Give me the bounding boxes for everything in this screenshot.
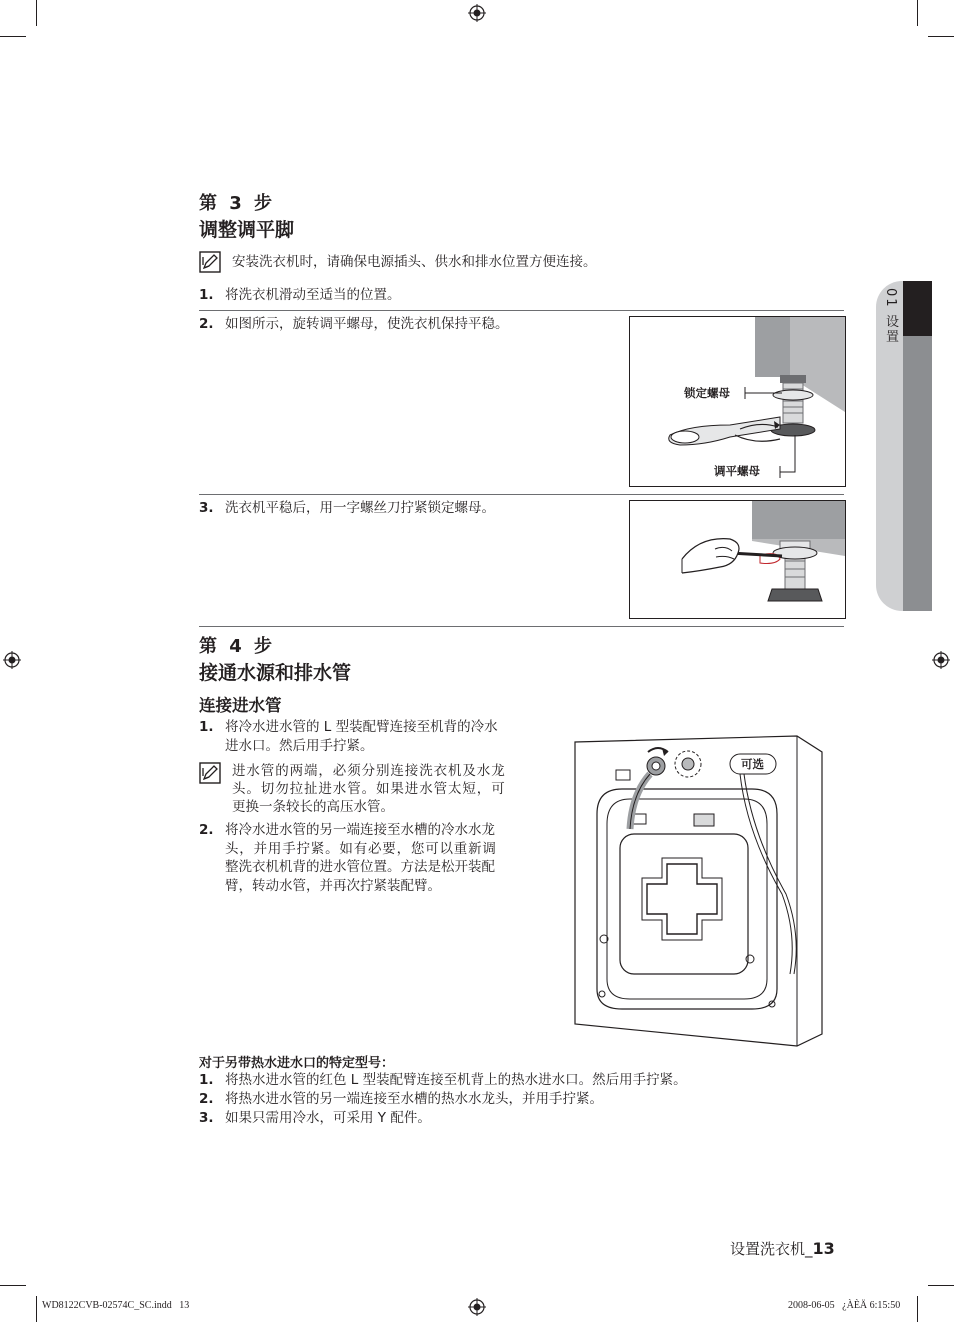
- list-text: 整洗衣机机背的进水管位置。方法是松开装配: [225, 859, 495, 875]
- note-icon: [199, 251, 221, 273]
- list-text: 如图所示，旋转调平螺母，使洗衣机保持平稳。: [225, 316, 509, 332]
- crop-mark: [928, 1285, 954, 1286]
- crop-mark: [0, 1285, 26, 1286]
- machine-back-illustration: [572, 734, 826, 1054]
- step4-subtitle: 连接进水管: [199, 696, 282, 715]
- step4-note-line: 进水管的两端，必须分别连接洗衣机及水龙: [232, 763, 506, 779]
- side-tab-indicator: [903, 281, 932, 336]
- leveling-nut-label: 调平螺母: [714, 464, 760, 478]
- list-text: 将热水进水管的红色 L 型装配臂连接至机背上的热水进水口。然后用手拧紧。: [225, 1072, 687, 1088]
- optional-label: 可选: [741, 757, 764, 771]
- list-text: 进水口。然后用手拧紧。: [225, 737, 374, 754]
- crop-mark: [917, 0, 918, 26]
- footer-section: 设置洗衣机_: [730, 1240, 813, 1258]
- step4-label: 第 4 步: [199, 636, 276, 657]
- registration-mark-icon: [932, 651, 950, 669]
- divider: [199, 494, 844, 495]
- lock-nut-label: 锁定螺母: [684, 386, 730, 400]
- list-number: 2.: [199, 822, 214, 838]
- list-number: 1.: [199, 1072, 214, 1088]
- list-text: 头，并用手拧紧。如有必要，您可以重新调: [225, 840, 497, 857]
- list-number: 1.: [199, 287, 214, 303]
- step4-note-line: 头。切勿拉扯进水管。如果进水管太短，可: [232, 781, 506, 797]
- step3-label: 第 3 步: [199, 193, 276, 214]
- page-footer: [730, 1238, 835, 1259]
- registration-mark-icon: [3, 651, 21, 669]
- crop-mark: [36, 0, 37, 26]
- list-number: 2.: [199, 316, 214, 332]
- step3-note: 安装洗衣机时，请确保电源插头、供水和排水位置方便连接。: [232, 254, 597, 270]
- print-timestamp: 2008-06-05 ¿ÀÈÄ 6:15:50: [788, 1300, 901, 1311]
- crop-mark: [928, 36, 954, 37]
- crop-mark: [0, 36, 26, 37]
- list-text: 洗衣机平稳后，用一字螺丝刀拧紧锁定螺母。: [225, 500, 495, 516]
- list-text: 将冷水进水管的 L 型装配臂连接至机背的冷水: [225, 719, 498, 735]
- side-tab-label: 01 设置: [883, 288, 898, 345]
- list-number: 2.: [199, 1091, 214, 1107]
- note-icon: [199, 762, 221, 784]
- side-tab-bar: [903, 336, 932, 611]
- step3-title: 调整调平脚: [199, 219, 295, 241]
- list-text: 将热水进水管的另一端连接至水槽的热水水龙头，并用手拧紧。: [225, 1091, 603, 1107]
- leveling-foot-illustration: [630, 317, 845, 486]
- list-text: 将洗衣机滑动至适当的位置。: [225, 287, 401, 303]
- divider: [199, 310, 844, 311]
- machine-back-figure: [572, 734, 826, 1054]
- list-item: [199, 821, 549, 897]
- crop-mark: [917, 1296, 918, 1322]
- list-number: 3.: [199, 1110, 214, 1126]
- list-text: 如果只需用冷水，可采用 Y 配件。: [225, 1110, 431, 1126]
- page-number: 13: [812, 1239, 835, 1258]
- file-info: WD8122CVB-02574C_SC.indd 13: [42, 1300, 190, 1311]
- hot-water-heading: 对于另带热水进水口的特定型号：: [199, 1056, 395, 1071]
- list-item: [199, 718, 549, 756]
- lock-nut-figure: [629, 500, 846, 619]
- list-number: 1.: [199, 719, 214, 735]
- registration-mark-icon: [468, 1298, 486, 1316]
- step4-note-line: 更换一条较长的高压水管。: [232, 799, 394, 815]
- list-number: 3.: [199, 500, 214, 516]
- divider: [199, 626, 844, 627]
- step4-title: 接通水源和排水管: [199, 662, 352, 684]
- list-text: 将冷水进水管的另一端连接至水槽的冷水水龙: [225, 822, 495, 838]
- list-text: 臂，转动水管，并再次拧紧装配臂。: [225, 877, 441, 894]
- screwdriver-illustration: [630, 501, 845, 618]
- registration-mark-icon: [468, 4, 486, 22]
- leveling-foot-figure: [629, 316, 846, 487]
- crop-mark: [36, 1296, 37, 1322]
